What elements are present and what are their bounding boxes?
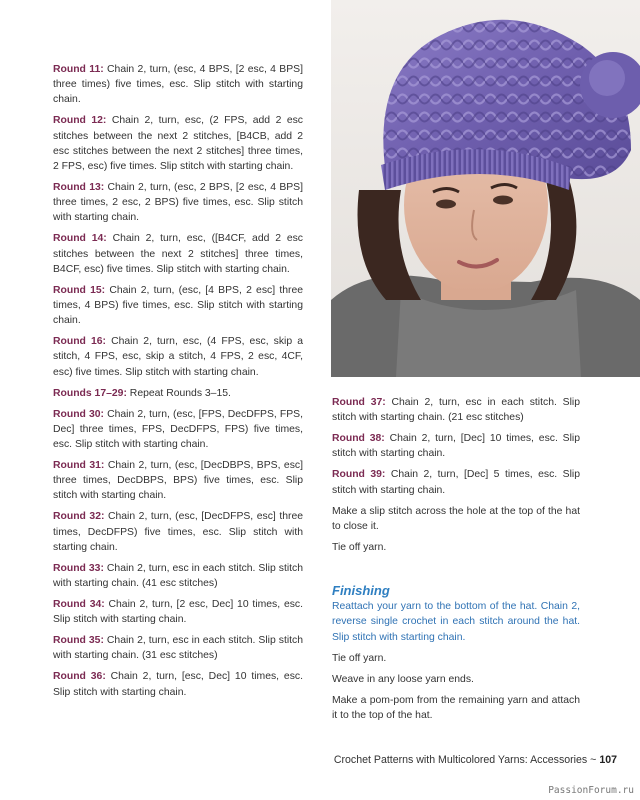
round-text: Chain 2, turn, esc, (2 FPS, add 2 esc stitches between the next 2 stitches, [B4CB, add 2 esc stitches between the next 2 stitches] three times, 2 FPS, esc) five times. Slip stitch with starting chain.	[53, 115, 303, 173]
finishing-paragraph: Weave in any loose yarn ends.	[332, 673, 474, 685]
round-text: Chain 2, turn, (esc, 2 BPS, [2 esc, 4 BPS] three times, 2 esc, 2 BPS) five times, esc. Slip stitch with starting chain.	[53, 182, 303, 224]
round-12	[53, 113, 303, 174]
round-text: Chain 2, turn, (esc, [4 BPS, 2 esc] three times, 4 BPS) five times, esc. Slip stitch with starting chain.	[53, 284, 304, 327]
round-text: Chain 2, turn, esc, ([B4CF, add 2 esc stitches between the next 2 stitches] three times, B4CF, esc) five times. Slip stitch with starting chain.	[53, 233, 304, 275]
round-text: Chain 2, turn, [Dec] 5 times, esc. Slip stitch with starting chain.	[332, 469, 581, 496]
round-33	[53, 561, 303, 591]
round-34	[53, 597, 303, 627]
round-text: Chain 2, turn, [Dec] 10 times, esc. Slip stitch with starting chain.	[332, 433, 581, 460]
round-15	[53, 283, 303, 329]
round-text: Chain 2, turn, [2 esc, Dec] 10 times, esc. Slip stitch with starting chain.	[53, 599, 304, 626]
book-title: Crochet Patterns with Multicolored Yarns: Accessories	[333, 754, 588, 766]
photo-illustration	[331, 0, 640, 377]
finishing-heading: Finishing	[332, 583, 390, 599]
closing-instruction: Tie off yarn.	[332, 541, 387, 553]
round-label: Round 15:	[53, 284, 106, 296]
round-37	[332, 395, 580, 425]
round-text: Chain 2, turn, esc, (4 FPS, esc, skip a stitch, 4 FPS, esc, skip a stitch, 4 FPS, 2 esc, 4CF, esc) five times. Slip stitch with starting chain.	[53, 336, 304, 378]
round-30	[53, 407, 303, 453]
page-footer	[317, 754, 617, 766]
round-label: Round 11:	[53, 64, 104, 75]
round-label: Round 33:	[53, 562, 104, 574]
footer-separator: ~	[590, 754, 597, 766]
round-text: Chain 2, turn, (esc, [DecDBPS, BPS, esc] three times, DecDBPS, BPS) five times, esc. Slip stitch with starting chain.	[53, 460, 303, 502]
round-text: Chain 2, turn, esc in each stitch. Slip stitch with starting chain. (31 esc stitches)	[53, 635, 304, 662]
round-text: Chain 2, turn, (esc, [FPS, DecDFPS, FPS, Dec] three times, FPS, DecDFPS, FPS) five times, esc. Slip stitch with starting chain.	[53, 408, 304, 451]
round-text: Repeat Rounds 3–15.	[126, 387, 231, 399]
round-36	[53, 669, 303, 699]
round-38	[332, 431, 580, 461]
round-label: Round 12:	[53, 115, 107, 127]
right-column	[332, 395, 580, 729]
round-label: Round 16:	[53, 336, 106, 348]
round-label: Round 39:	[332, 469, 386, 481]
round-label: Round 32:	[53, 511, 105, 523]
finishing-paragraph: Reattach your yarn to the bottom of the hat. Chain 2, reverse single crochet in each stitch around the hat. Slip stitch with starting chain.	[332, 601, 580, 643]
round-35	[53, 633, 303, 663]
round-label: Round 35:	[53, 635, 104, 647]
round-text: Chain 2, turn, (esc, 4 BPS, [2 esc, 4 BPS] three times) five times, esc. Slip stitch with starting chain.	[53, 64, 303, 106]
finishing-paragraph: Make a pom-pom from the remaining yarn and attach it to the top of the hat.	[332, 694, 580, 721]
round-13	[53, 180, 303, 226]
closing-instruction: Make a slip stitch across the hole at the top of the hat to close it.	[332, 505, 580, 532]
round-11	[53, 62, 303, 108]
round-label: Round 36:	[53, 671, 106, 683]
round-label: Rounds 17–29:	[53, 387, 127, 399]
round-31	[53, 458, 303, 504]
round-text: Chain 2, turn, esc in each stitch. Slip stitch with starting chain. (41 esc stitches)	[53, 562, 304, 590]
round-32	[53, 509, 303, 555]
finishing-paragraph: Tie off yarn.	[332, 652, 387, 664]
round-14	[53, 231, 303, 277]
hat-model-photo	[331, 0, 640, 377]
round-label: Round 38:	[332, 433, 385, 445]
watermark: PassionForum.ru	[548, 785, 634, 796]
page-number: 107	[599, 754, 617, 766]
left-column	[53, 62, 303, 706]
round-label: Round 34:	[53, 599, 105, 611]
rounds-17-29	[53, 386, 303, 401]
round-label: Round 13:	[53, 182, 105, 194]
round-label: Round 31:	[53, 460, 105, 472]
round-text: Chain 2, turn, esc in each stitch. Slip stitch with starting chain. (21 esc stitches)	[332, 397, 580, 424]
round-text: Chain 2, turn, [esc, Dec] 10 times, esc. Slip stitch with starting chain.	[53, 671, 303, 698]
round-label: Round 14:	[53, 233, 107, 245]
round-label: Round 37:	[332, 397, 386, 408]
round-16	[53, 334, 303, 380]
round-39	[332, 467, 580, 497]
round-text: Chain 2, turn, (esc, [DecDFPS, esc] three times, DecDFPS) five times, esc. Slip stitch with starting chain.	[53, 511, 303, 553]
round-label: Round 30:	[53, 408, 105, 420]
